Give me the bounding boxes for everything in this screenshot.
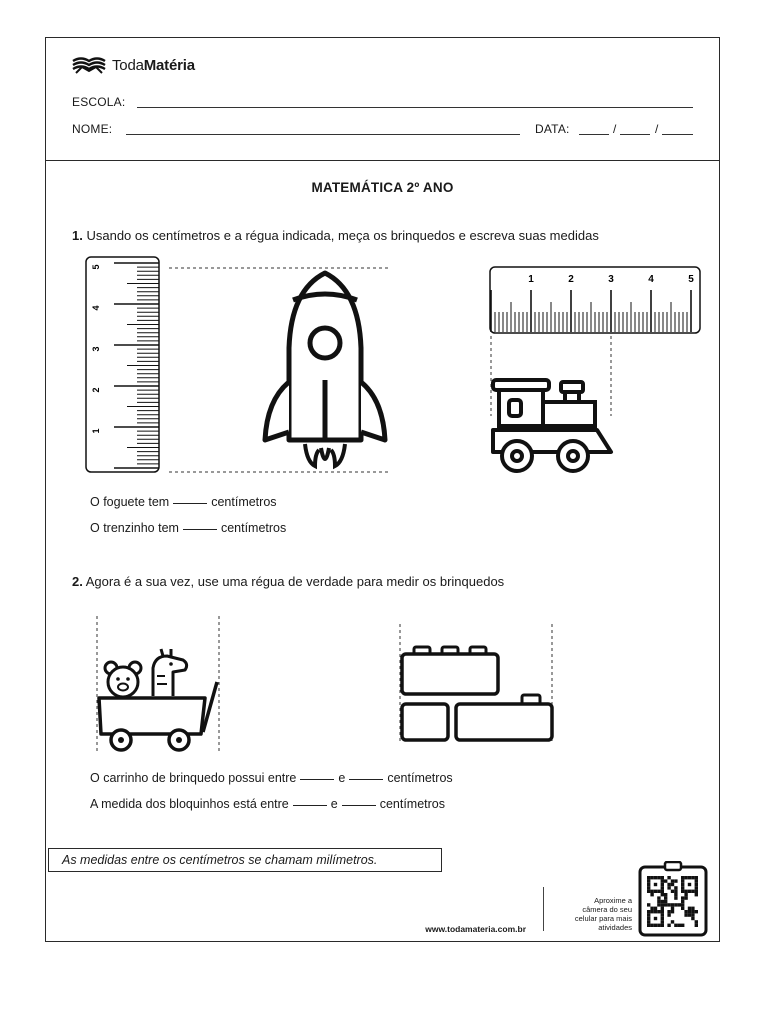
qr-cell	[674, 890, 677, 893]
date-separator: /	[655, 122, 659, 136]
train-answer-sentence	[90, 521, 286, 535]
sentence-text: e	[338, 771, 346, 785]
date-separator: /	[613, 122, 617, 136]
qr-cell	[661, 910, 664, 913]
data-label: DATA:	[535, 122, 570, 136]
rocket-icon	[259, 270, 391, 475]
qr-cell	[695, 876, 698, 879]
qr-cell	[650, 893, 653, 896]
qr-cell	[647, 879, 650, 882]
qr-cell	[650, 907, 653, 910]
qr-cell	[681, 879, 684, 882]
qr-cell	[667, 924, 670, 927]
qr-cell	[671, 920, 674, 923]
train-icon	[489, 376, 617, 478]
page-title: MATEMÁTICA 2º ANO	[311, 180, 454, 195]
ruler-icon	[85, 256, 165, 474]
qr-cell	[661, 903, 664, 906]
qr-cell	[684, 896, 687, 899]
todamateria-logo-icon	[72, 56, 106, 74]
brand-name: TodaMatéria	[112, 56, 195, 74]
qr-cell	[661, 886, 664, 889]
blocks-icon	[396, 624, 556, 744]
sentence-text: O trenzinho tem	[90, 521, 179, 535]
footer-divider	[543, 887, 544, 931]
qr-cell	[647, 886, 650, 889]
qr-cell	[684, 893, 687, 896]
qr-cell	[695, 893, 698, 896]
escola-label: ESCOLA:	[72, 95, 126, 109]
qr-cell	[688, 876, 691, 879]
qr-caption-line: celular para mais	[574, 914, 632, 923]
qr-cell	[684, 913, 687, 916]
qr-cell	[657, 924, 660, 927]
sentence-text: centímetros	[211, 495, 277, 509]
qr-cell	[688, 910, 691, 913]
qr-cell	[691, 917, 694, 920]
qr-cell	[681, 886, 684, 889]
sentence-text: A medida dos bloquinhos está entre	[90, 797, 289, 811]
qr-code-icon[interactable]	[638, 861, 708, 937]
sentence-text: O foguete tem	[90, 495, 170, 509]
qr-cell	[661, 879, 664, 882]
qr-cell	[681, 903, 684, 906]
sentence-text: e	[330, 797, 338, 811]
qr-cell	[674, 896, 677, 899]
qr-cell	[647, 883, 650, 886]
worksheet	[45, 37, 720, 942]
qr-cell	[661, 920, 664, 923]
qr-cell	[657, 896, 660, 899]
qr-cell	[691, 910, 694, 913]
qr-cell	[684, 876, 687, 879]
qr-cell	[688, 907, 691, 910]
train-answer-blank[interactable]	[183, 528, 217, 530]
qr-cell	[647, 924, 650, 927]
qr-cell	[667, 876, 670, 879]
qr-cell	[654, 924, 657, 927]
qr-cell	[661, 890, 664, 893]
qr-cell	[654, 917, 657, 920]
qr-cell	[695, 879, 698, 882]
qr-cell	[661, 907, 664, 910]
qr-cell	[654, 910, 657, 913]
ruler-tick-label: 3	[608, 274, 614, 285]
question-1	[72, 228, 599, 243]
qr-cell	[674, 879, 677, 882]
question-2-number: 2.	[72, 574, 83, 589]
qr-cell	[647, 920, 650, 923]
qr-cell	[661, 917, 664, 920]
ruler-tick-label: 2	[91, 387, 101, 393]
ruler-tick-label: 5	[91, 264, 101, 270]
brand-logo	[72, 56, 195, 74]
qr-cell	[671, 910, 674, 913]
qr-cell	[654, 890, 657, 893]
qr-cell	[688, 913, 691, 916]
qr-cell	[667, 913, 670, 916]
qr-cell	[654, 883, 657, 886]
date-day-field[interactable]	[579, 134, 609, 135]
qr-cell	[661, 876, 664, 879]
escola-field[interactable]	[137, 107, 693, 108]
qr-cell	[650, 924, 653, 927]
qr-cell	[667, 886, 670, 889]
rocket-answer-sentence	[90, 495, 277, 509]
rocket-answer-blank[interactable]	[173, 502, 207, 504]
qr-cell	[688, 890, 691, 893]
qr-cell	[650, 890, 653, 893]
qr-cell	[647, 903, 650, 906]
cart-answer-sentence	[90, 771, 453, 785]
qr-cell	[657, 910, 660, 913]
qr-cell	[691, 876, 694, 879]
ruler-tick-label: 1	[91, 428, 101, 434]
ruler-tick-label: 2	[568, 274, 574, 285]
blocks-min-blank[interactable]	[293, 804, 327, 806]
qr-cell	[664, 903, 667, 906]
qr-cell	[667, 883, 670, 886]
qr-cell	[684, 910, 687, 913]
ruler-tick-label: 3	[91, 346, 101, 352]
qr-cell	[674, 893, 677, 896]
qr-cell	[681, 924, 684, 927]
ruler-tick-label: 4	[648, 274, 654, 285]
nome-field[interactable]	[126, 134, 520, 135]
qr-cell	[671, 879, 674, 882]
qr-cell	[681, 907, 684, 910]
qr-cell	[691, 913, 694, 916]
qr-cell	[681, 890, 684, 893]
date-year-field[interactable]	[662, 134, 693, 135]
qr-cell	[681, 896, 684, 899]
qr-cell	[654, 876, 657, 879]
cart-max-blank[interactable]	[349, 778, 383, 780]
qr-caption-line: Aproxime a	[594, 896, 632, 905]
qr-cell	[695, 886, 698, 889]
qr-cell	[671, 903, 674, 906]
qr-caption-line: atividades	[598, 923, 632, 932]
qr-cell	[664, 893, 667, 896]
sentence-text: O carrinho de brinquedo possui entre	[90, 771, 297, 785]
qr-cell	[671, 907, 674, 910]
qr-cell	[684, 890, 687, 893]
qr-cell	[695, 910, 698, 913]
qr-cell	[674, 903, 677, 906]
qr-cell	[664, 879, 667, 882]
qr-cell	[654, 907, 657, 910]
qr-cell	[664, 900, 667, 903]
qr-cell	[647, 910, 650, 913]
qr-cell	[688, 883, 691, 886]
qr-cell	[691, 907, 694, 910]
qr-cell	[650, 910, 653, 913]
ruler-tick-label: 1	[528, 274, 534, 285]
footer-url[interactable]: www.todamateria.com.br	[425, 924, 526, 934]
question-1-number: 1.	[72, 228, 83, 243]
qr-cell	[667, 910, 670, 913]
qr-cell	[657, 890, 660, 893]
sentence-text: centímetros	[379, 797, 446, 811]
question-2	[72, 574, 504, 589]
qr-cell	[695, 890, 698, 893]
qr-cell	[650, 876, 653, 879]
qr-cell	[681, 876, 684, 879]
qr-cell	[671, 890, 674, 893]
qr-cell	[678, 903, 681, 906]
qr-cell	[657, 876, 660, 879]
tip-box: As medidas entre os centímetros se chamam milímetros.	[48, 848, 442, 872]
qr-cell	[661, 900, 664, 903]
sentence-text: centímetros	[387, 771, 453, 785]
qr-cell	[647, 913, 650, 916]
date-month-field[interactable]	[620, 134, 650, 135]
qr-cell	[661, 924, 664, 927]
qr-cell	[647, 890, 650, 893]
qr-cell	[657, 900, 660, 903]
qr-cell	[674, 924, 677, 927]
toy-cart-icon	[91, 616, 231, 756]
cart-min-blank[interactable]	[300, 778, 334, 780]
qr-cell	[678, 924, 681, 927]
qr-caption-line: câmera do seu	[582, 905, 632, 914]
ruler-icon	[489, 266, 703, 336]
sentence-text: centímetros	[220, 521, 287, 535]
qr-cell	[647, 876, 650, 879]
qr-cell	[671, 883, 674, 886]
qr-cell	[691, 890, 694, 893]
qr-cell	[695, 883, 698, 886]
qr-cell	[695, 924, 698, 927]
qr-cell	[667, 903, 670, 906]
blocks-answer-sentence	[90, 797, 445, 811]
blocks-max-blank[interactable]	[342, 804, 376, 806]
ruler-tick-label: 4	[91, 305, 101, 311]
qr-cell	[661, 913, 664, 916]
qr-caption	[552, 896, 632, 932]
nome-label: NOME:	[72, 122, 113, 136]
qr-cell	[661, 883, 664, 886]
qr-cell	[674, 886, 677, 889]
qr-cell	[695, 920, 698, 923]
qr-cell	[664, 896, 667, 899]
qr-cell	[681, 883, 684, 886]
question-1-text: Usando os centímetros e a régua indicada, meça os brinquedos e escreva suas medidas	[86, 228, 599, 243]
qr-cell	[647, 917, 650, 920]
qr-cell	[681, 900, 684, 903]
qr-cell	[657, 903, 660, 906]
worksheet-header	[46, 38, 719, 161]
qr-cell	[661, 893, 664, 896]
question-2-text: Agora é a sua vez, use uma régua de verdade para medir os brinquedos	[85, 574, 505, 589]
ruler-tick-label: 5	[688, 274, 694, 285]
